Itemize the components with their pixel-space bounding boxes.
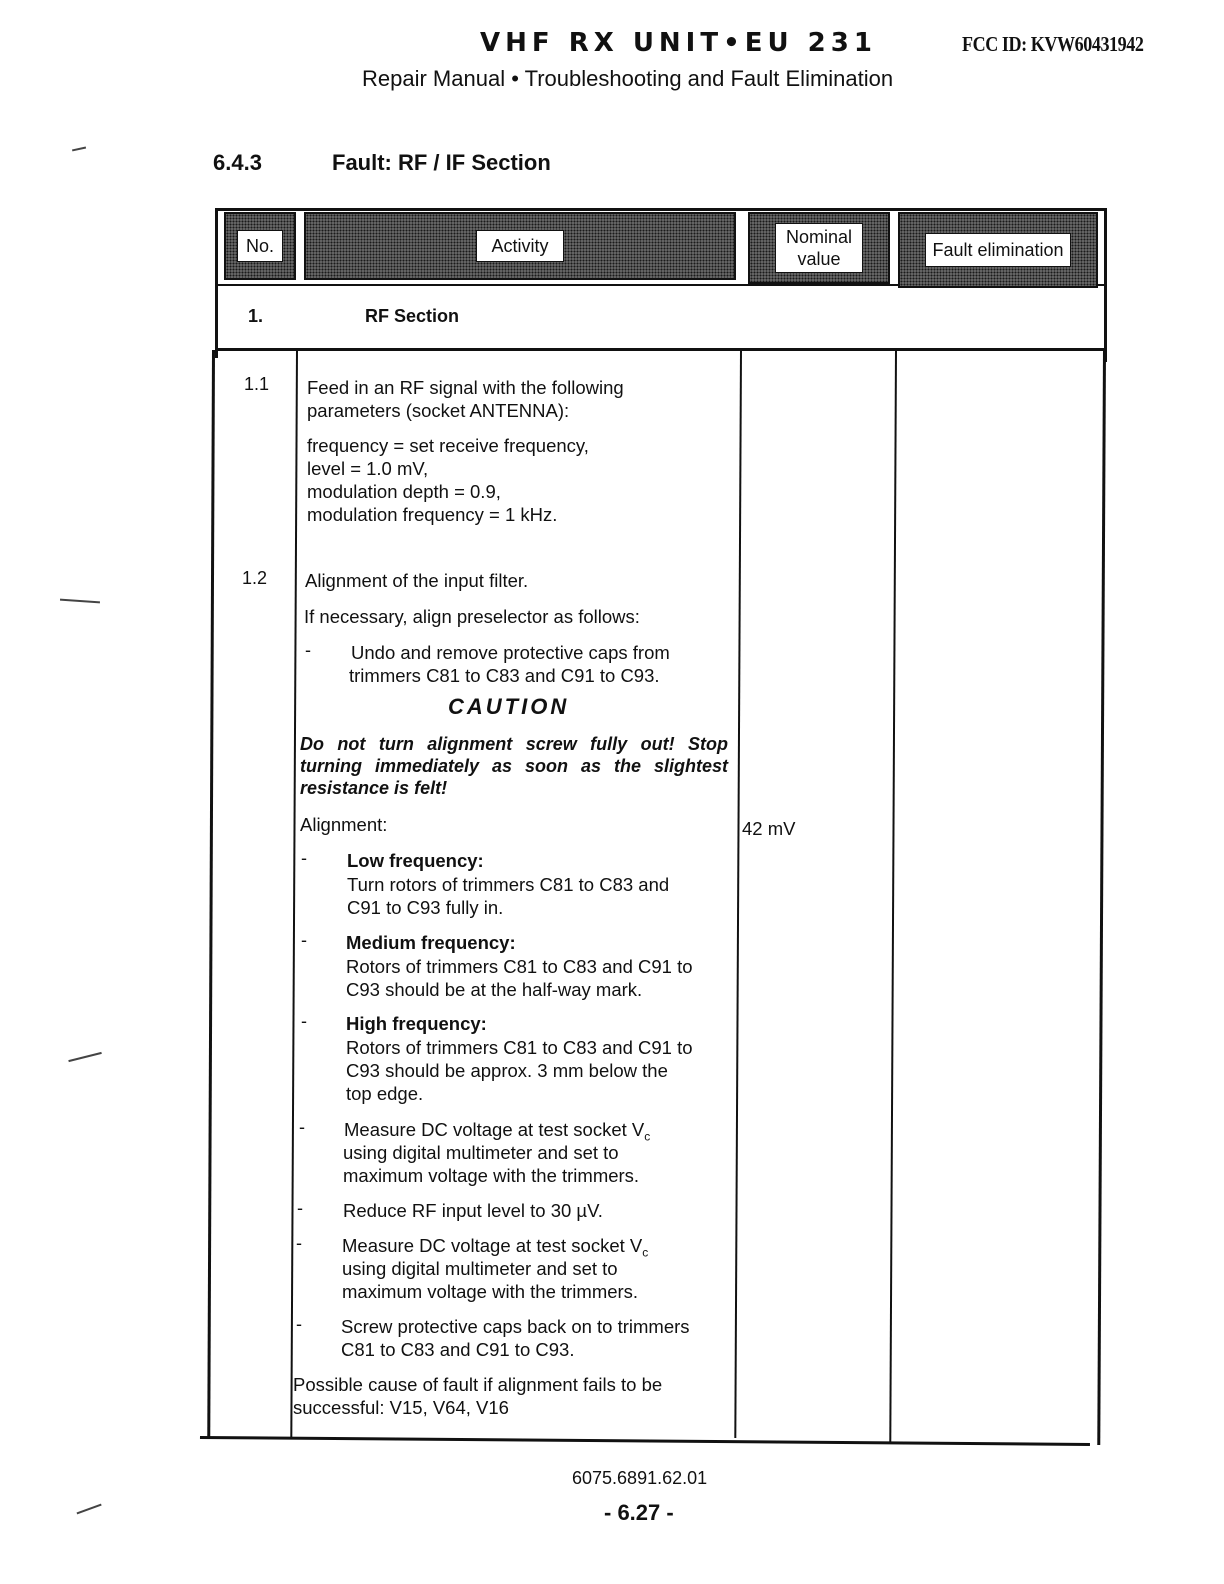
- cause-line: successful: V15, V64, V16: [293, 1397, 509, 1418]
- nominal-value: 42 mV: [742, 818, 796, 839]
- scan-speck: [72, 147, 86, 151]
- bullet-dash: -: [299, 1117, 305, 1137]
- medium-frequency-title: Medium frequency:: [346, 932, 516, 953]
- col-divider-nominal: [889, 350, 897, 1444]
- table-border-right: [1097, 350, 1106, 1445]
- column-header-fault-label: Fault elimination: [925, 233, 1070, 267]
- medium-frequency-line: C93 should be at the half-way mark.: [346, 979, 643, 1000]
- section-row-title: RF Section: [365, 306, 460, 326]
- section-number: 6.4.3: [213, 150, 262, 175]
- table-border-left-upper: [215, 208, 218, 358]
- step-intro: Alignment of the input filter.: [305, 570, 529, 591]
- col-divider-activity: [734, 350, 742, 1438]
- column-header-no: [224, 212, 296, 280]
- bullet-dash: -: [297, 1198, 303, 1218]
- nominal-label-line2: value: [797, 249, 841, 269]
- measure-line: using digital multimeter and set to: [342, 1258, 618, 1279]
- bullet-dash: -: [296, 1314, 302, 1334]
- bullet-dash: -: [301, 848, 307, 868]
- table-border-top: [215, 208, 1107, 211]
- scan-speck: [60, 599, 100, 603]
- high-frequency-line: top edge.: [346, 1083, 424, 1104]
- step-text-line: parameters (socket ANTENNA):: [307, 400, 570, 421]
- column-header-activity: [304, 212, 736, 280]
- high-frequency-line: C93 should be approx. 3 mm below the: [346, 1060, 668, 1081]
- low-frequency-title: Low frequency:: [347, 850, 484, 871]
- measure-line: maximum voltage with the trimmers.: [343, 1165, 640, 1186]
- screw-line: C81 to C83 and C91 to C93.: [341, 1339, 575, 1360]
- step-number: 1.2: [242, 568, 268, 588]
- column-header-no-label: No.: [237, 230, 283, 262]
- measure-subscript: c: [644, 1129, 651, 1144]
- document-title: VHF RX UNIT•EU 231: [480, 28, 877, 58]
- step-text-line: frequency = set receive frequency,: [307, 435, 589, 456]
- screw-line: Screw protective caps back on to trimmers: [341, 1316, 690, 1337]
- bullet-dash: -: [301, 1011, 307, 1031]
- undo-line: Undo and remove protective caps from: [351, 642, 670, 663]
- bullet-dash: -: [296, 1233, 302, 1253]
- table-border-left: [207, 350, 215, 1438]
- low-frequency-line: C91 to C93 fully in.: [347, 897, 504, 918]
- medium-frequency-line: Rotors of trimmers C81 to C83 and C91 to: [346, 956, 693, 977]
- col-divider-no: [290, 350, 298, 1438]
- undo-line: trimmers C81 to C83 and C91 to C93.: [349, 665, 660, 686]
- section-row-number: 1.: [248, 306, 264, 326]
- high-frequency-title: High frequency:: [346, 1013, 487, 1034]
- step-text-line: level = 1.0 mV,: [307, 458, 429, 479]
- document-number: 6075.6891.62.01: [572, 1468, 708, 1488]
- nominal-label-line1: Nominal: [785, 227, 853, 247]
- measure-line-text: Measure DC voltage at test socket V: [342, 1235, 643, 1256]
- low-frequency-line: Turn rotors of trimmers C81 to C83 and: [347, 874, 670, 895]
- section-title: Fault: RF / IF Section: [332, 150, 551, 175]
- column-header-fault: [898, 212, 1098, 288]
- bullet-dash: -: [301, 930, 307, 950]
- bullet-dash: -: [305, 640, 311, 660]
- step-number: 1.1: [244, 374, 270, 394]
- measure-line: maximum voltage with the trimmers.: [342, 1281, 639, 1302]
- caution-text: Do not turn alignment screw fully out! Stop turning immediately as soon as the slightest resistance is felt!: [300, 734, 728, 798]
- reduce-line: Reduce RF input level to 30 µV.: [343, 1200, 603, 1221]
- measure-line-text: Measure DC voltage at test socket V: [344, 1119, 645, 1140]
- column-header-activity-label: Activity: [476, 230, 563, 262]
- scan-speck: [77, 1504, 102, 1514]
- step-text-line: modulation frequency = 1 kHz.: [307, 504, 558, 525]
- step-preselector: If necessary, align preselector as follows:: [304, 606, 640, 627]
- fcc-id: FCC ID: KVW60431942: [962, 32, 1144, 56]
- section-row-divider-2: [298, 348, 1106, 350]
- scan-speck: [68, 1052, 101, 1062]
- measure-subscript: c: [642, 1245, 649, 1260]
- step-text-line: modulation depth = 0.9,: [307, 481, 501, 502]
- cause-line: Possible cause of fault if alignment fails to be: [293, 1374, 663, 1395]
- column-header-nominal-label: [775, 223, 863, 273]
- caution-heading: CAUTION: [448, 694, 570, 719]
- column-header-nominal: [748, 212, 890, 284]
- alignment-label: Alignment:: [300, 814, 388, 835]
- page-number: - 6.27 -: [604, 1500, 674, 1525]
- document-subtitle: Repair Manual • Troubleshooting and Fault Elimination: [362, 66, 894, 91]
- step-text-line: Feed in an RF signal with the following: [307, 377, 624, 398]
- high-frequency-line: Rotors of trimmers C81 to C83 and C91 to: [346, 1037, 693, 1058]
- measure-line: using digital multimeter and set to: [343, 1142, 619, 1163]
- table-border-bottom: [200, 1436, 1090, 1446]
